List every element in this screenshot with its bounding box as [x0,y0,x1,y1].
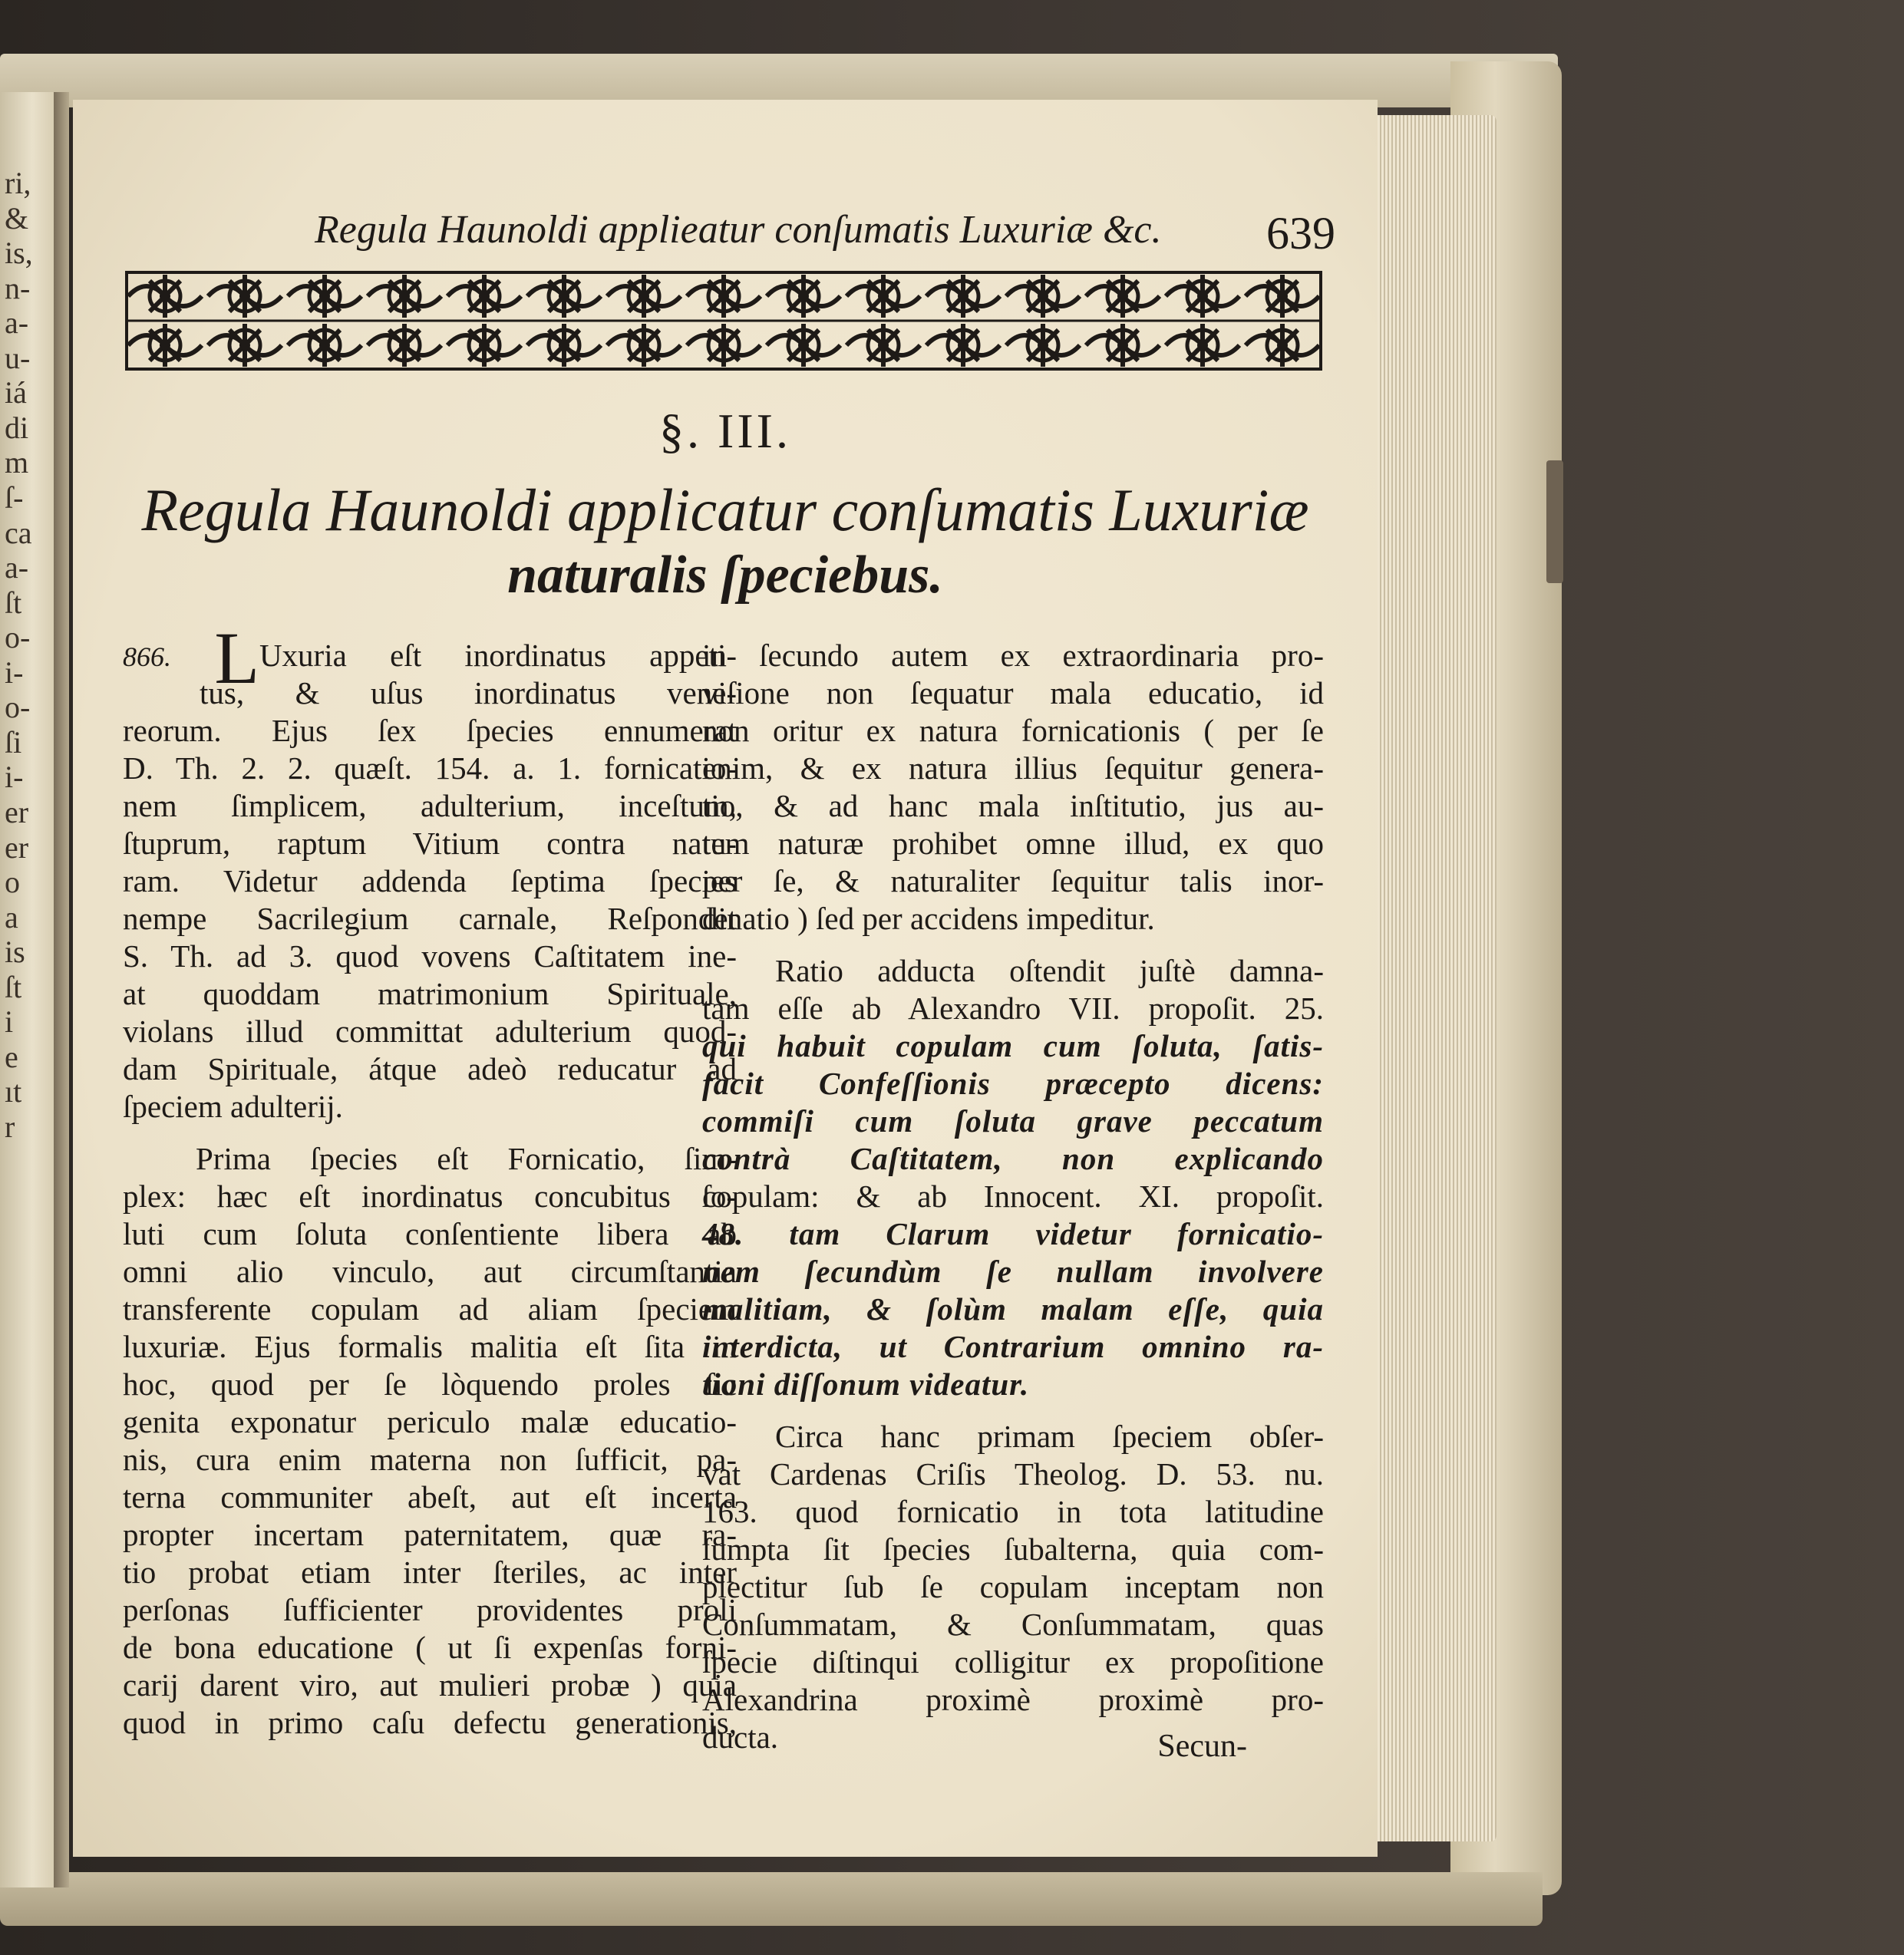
ornament-motif [208,324,282,367]
gutter [54,92,69,1887]
text-line: omni alio vinculo, aut circumſtantia [123,1254,737,1289]
text-line: reorum. Ejus ſex ſpecies ennumerat [123,713,737,748]
section-mark: §. III. [659,404,791,458]
ornament-motif [1246,324,1319,367]
running-title: Regula Haunoldi applieatur conſumatis Luxuriæ &c. [315,208,1162,252]
left-page-fragment-text: a [5,899,18,935]
left-page-fragment-text: is [5,935,25,970]
left-page-fragment-text: ıt [5,1074,22,1109]
left-page-fragment-text: u- [5,340,31,375]
ornament-motif [368,324,441,367]
text-line: perſonas ſufficienter providentes proli [123,1592,737,1627]
paragraph-prima-species [123,1140,737,1742]
ornament-motif [447,324,521,367]
ornament-motif [607,324,681,367]
left-page-fragment-text: er [5,795,29,829]
text-line: nempe Sacrilegium carnale, Reſpondet [123,901,737,936]
ornament-motif [527,275,601,318]
left-column [123,617,737,1742]
paragraph-number: 866. [123,641,171,672]
left-page-fragment-text: ſ- [5,480,24,515]
left-page-fragment-text: m [5,445,29,480]
ornament-motif [767,275,840,318]
ornament-motif [687,324,761,367]
left-page-fragment-text: di [5,410,29,445]
right-column [702,637,1324,1756]
text-line-italic: tioni diſſonum videatur. [702,1367,1030,1402]
text-line: quod in primo caſu defectu generationis, [123,1705,737,1740]
text-line: ſumpta ſit ſpecies ſubalterna, quia com- [702,1531,1324,1567]
left-page-fragment-text: ſi [5,724,22,760]
ornament-motif [128,324,202,367]
text-line: luxuriæ. Ejus formalis malitia eſt ſita in [123,1329,737,1364]
text-line-italic: qui habuit copulam cum ſoluta, ſatis- [702,1028,1324,1063]
ornament-motif [1086,324,1160,367]
ornament-motif [846,324,920,367]
ornament-motif [128,275,202,318]
text-line: ſpeciem adulterij. [123,1089,343,1124]
drop-cap: L [214,617,259,699]
left-page-fragment-text: o- [5,620,31,655]
text-line: S. Th. ad 3. quod vovens Caſtitatem ine- [123,938,737,974]
left-page-fragment-text: i [5,1004,14,1040]
text-line: vat Cardenas Criſis Theolog. D. 53. nu. [702,1456,1324,1492]
text-line: dam Spirituale, átque adeò reducatur ad [123,1051,737,1086]
ornament-motif [1006,275,1080,318]
text-line: Ratio adducta oſtendit juſtè damna- [775,953,1324,988]
text-line: ſpecie diſtinqui colligitur ex propoſitione [702,1644,1324,1680]
text-line: propter incertam paternitatem, quæ ra- [123,1517,737,1552]
ornament-motif [767,324,840,367]
text-line-italic: commiſi cum ſoluta grave peccatum [702,1103,1324,1139]
text-line: Prima ſpecies eſt Fornicatio, ſim- [196,1141,737,1176]
text-line-italic: contrà Caſtitatem, non explicando [702,1141,1324,1176]
text-line: Alexandrina proximè proximè pro- [702,1682,1324,1717]
left-page-fragment-text: e [5,1039,18,1074]
ornament-motif [1166,275,1239,318]
left-page-fragment-text: a- [5,550,29,585]
text-line: non oritur ex natura fornicationis ( per ſe [702,713,1324,748]
text-line-italic: facit Confeſſionis præcepto dicens: [702,1066,1324,1101]
page-number: 639 [1266,208,1335,259]
ornament-band [125,271,1322,371]
text-line: tio, & ad hanc mala inſtitutio, jus au- [702,788,1324,823]
text-line: hoc, quod per ſe lòquendo proles ſic [123,1367,737,1402]
ornament-motif [527,324,601,367]
text-line-italic: nem ſecundùm ſe nullam involvere [702,1254,1324,1289]
left-page-fragment-text: ca [5,515,32,550]
ornament-motif [288,275,361,318]
left-page-fragment-text: er [5,829,29,865]
text-line: nem ſimplicem, adulterium, inceſtum, [123,788,737,823]
left-page-fragment-text: is, [5,236,33,271]
ornament-motif [846,275,920,318]
running-head [315,207,1335,276]
text-line: luti cum ſoluta conſentiente libera ab [123,1216,737,1251]
ornament-motif [1006,324,1080,367]
catchword: Secun- [1157,1729,1247,1764]
text-line: genita exponatur periculo malæ educatio- [123,1404,737,1439]
ornament-motif [368,275,441,318]
ornament-motif [1166,324,1239,367]
book-cover-bottom-edge [0,1872,1543,1926]
page [73,100,1378,1857]
text-line: at quoddam matrimonium Spirituale, [123,976,737,1011]
text-line: enim, & ex natura illius ſequitur genera- [702,750,1324,786]
text-line: D. Th. 2. 2. quæſt. 154. a. 1. fornicatio- [123,750,737,786]
left-page-fragment-text: o- [5,690,31,725]
ornament-motif [447,275,521,318]
left-page-fragment-text: ſt [5,585,22,620]
left-page-fragment-text: ſt [5,969,22,1004]
text-line: 866. LUxuria eſt inordinatus appeti- [123,617,737,699]
text-line: per ſe, & naturaliter ſequitur talis inor- [702,863,1324,898]
text-line: ram. Videtur addenda ſeptima ſpecies [123,863,737,898]
text-line: plex: hæc eſt inordinatus concubitus ſo- [123,1179,737,1214]
left-page-fragment-text: i- [5,654,24,690]
paragraph-continuation [702,637,1324,938]
text-line: tus, & uſus inordinatus vene- [200,675,737,710]
text-line: copulam: & ab Innocent. XI. propoſit. [702,1179,1324,1214]
text-line: ducta. [702,1719,779,1755]
text-line: tio probat etiam inter ſteriles, ac inter [123,1554,737,1590]
text-line: tem naturæ prohibet omne illud, ex quo [702,826,1324,861]
text-line: plectitur ſub ſe copulam inceptam non [702,1569,1324,1604]
text-line: in ſecundo autem ex extraordinaria pro- [702,638,1324,673]
left-page-fragment-text: n- [5,270,31,305]
left-page-fragment-text: o [5,865,20,900]
ornament-motif [288,324,361,367]
section-heading-line-2: naturalis ſpeciebus. [507,546,943,605]
text-line: carij darent viro, aut mulieri probæ ) quia [123,1667,737,1703]
paragraph-ratio [702,952,1324,1403]
section-heading-line-1: Regula Haunoldi applicatur conſumatis Luxuriæ [141,476,1309,543]
left-page-fragment-text: & [5,200,29,236]
left-page-fragment-text: ri, [5,166,31,200]
ornament-motif [926,275,1000,318]
left-page-fragment-text: iá [5,375,27,410]
paragraph-866 [123,617,737,1126]
ornament-motif [687,275,761,318]
text-line: nis, cura enim materna non ſufficit, pa- [123,1442,737,1477]
text-line: transferente copulam ad aliam ſpeciem [123,1291,737,1327]
text-line-italic: interdicta, ut Contrarium omnino ra- [702,1329,1324,1364]
text-line: Conſummatam, & Conſummatam, quas [702,1607,1324,1642]
left-page-fragment [0,92,56,1887]
text-line: violans illud committat adulterium quod- [123,1014,737,1049]
text-line: Circa hanc primam ſpeciem obſer- [775,1419,1324,1454]
text-line: viſione non ſequatur mala educatio, id [702,675,1324,710]
text-line-italic: malitiam, & ſolùm malam eſſe, quia [702,1291,1324,1327]
text-line: ſtuprum, raptum Vitium contra natu- [123,826,737,861]
text-line: 163. quod fornicatio in tota latitudine [702,1494,1324,1529]
text-line: terna communiter abeſt, aut eſt incerta [123,1479,737,1515]
page-edges [1374,115,1496,1841]
left-page-fragment-text: a- [5,305,29,341]
text-line-italic: 48. tam Clarum videtur fornicatio- [702,1216,1324,1251]
ornament-motif [926,324,1000,367]
paragraph-circa [702,1418,1324,1756]
ornament-motif [607,275,681,318]
ornament-motif [1246,275,1319,318]
left-page-fragment-text: i- [5,760,24,795]
text-line: tam eſſe ab Alexandro VII. propoſit. 25. [702,991,1324,1026]
left-page-fragment-text: r [5,1109,15,1144]
ornament-motif [208,275,282,318]
text-line: de bona educatione ( ut ſi expenſas forni- [123,1630,737,1665]
clasp [1546,460,1563,583]
text-line: dinatio ) ſed per accidens impeditur. [702,901,1155,936]
ornament-motif [1086,275,1160,318]
